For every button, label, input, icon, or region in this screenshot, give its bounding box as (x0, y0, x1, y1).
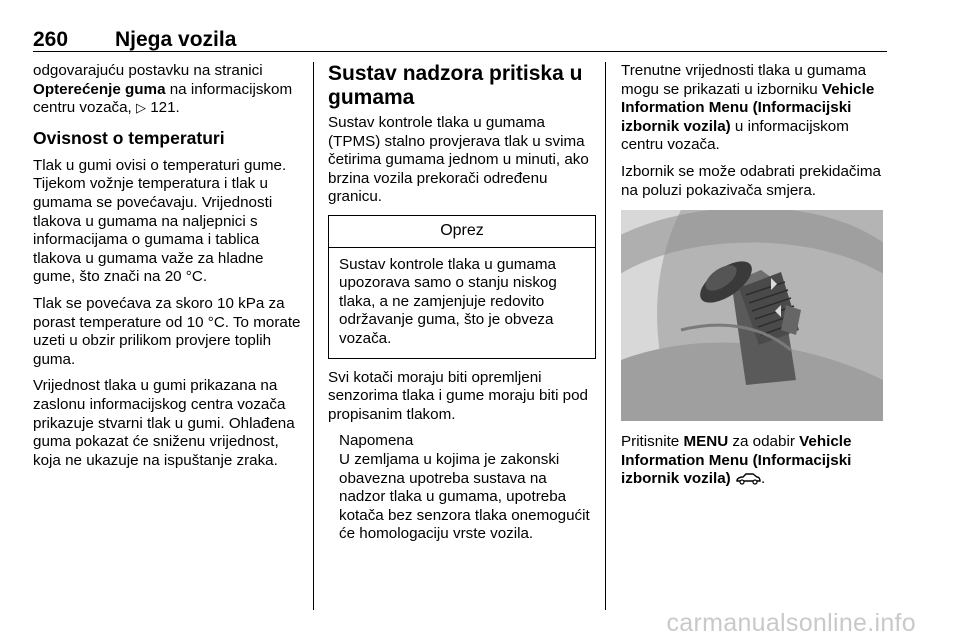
column-divider (313, 62, 314, 610)
intro-paragraph: odgovarajuću postavku na stranici Opterećenje guma na informacijskom centru vozača, ▷ 121. (33, 62, 293, 117)
paragraph: Tlak u gumi ovisi o temperaturi gume. Tijekom vožnje temperatura i tlak u gumama se povećavaju. Vrijednosti tlakova u gumama na naljepnici s informacijama o gumama i tablica tlakova u gumama važe za hladne gume, što znači na 20 °C. (33, 156, 287, 286)
watermark: carmanualsonline.info (666, 609, 916, 637)
paragraph: Izbornik se može odabrati prekidačima na poluzi pokazivača smjera. (621, 162, 881, 199)
note-block (339, 432, 596, 544)
paragraph: Trenutne vrijednosti tlaka u gumama mogu se prikazati u izborniku Vehicle Information Menu (Informacijski izbornik vozila) u informacijskom centru vozača. (621, 62, 875, 154)
paragraph: Vrijednost tlaka u gumi prikazana na zaslonu informacijskog centra vozača prikazuje stvarni tlak u gumi. Ohlađena guma pokazat će sniženu vrijednost, koja ne ukazuje na ispuštanje zraka. (33, 377, 295, 469)
note-text: U zemljama u kojima je zakonski obavezna upotreba sustava na nadzor tlaka u gumama, upotreba kotača bez senzora tlaka onemogućit će homologaciju vrste vozila. (339, 450, 590, 543)
note-title: Napomena (339, 432, 414, 450)
paragraph: Svi kotači moraju biti opremljeni senzorima tlaka i gume moraju biti pod propisanim tlakom. (328, 368, 588, 423)
menu-term: Vehicle Information Menu (Informacijski izbornik vozila) (621, 80, 875, 135)
menu-button-label: MENU (683, 433, 729, 451)
paragraph: Tlak se povećava za skoro 10 kPa za porast temperature od 10 °C. To morate uzeti u obzir prilikom provjere toplih guma. (33, 294, 301, 368)
subheading-temperature: Ovisnost o temperaturi (33, 127, 225, 148)
paragraph: Sustav kontrole tlaka u gumama (TPMS) stalno provjerava tlak u svima četirima gumama jednom u minuti, ako brzina vozila prekorači određenu granicu. (328, 114, 589, 206)
column-right (621, 62, 889, 499)
page-reference[interactable]: 121. (146, 99, 180, 117)
page-number: 260 (33, 28, 69, 51)
header-rule (33, 51, 887, 52)
section-title: Njega vozila (115, 28, 237, 51)
caution-box (328, 215, 596, 359)
indicator-stalk-photo (621, 210, 883, 421)
menu-term: Vehicle Information Menu (Informacijski izbornik vozila) (621, 433, 852, 488)
section-heading-tpms: Sustav nadzora pritiska u gumama (328, 62, 583, 109)
column-left (33, 62, 303, 478)
column-divider (605, 62, 606, 610)
column-middle (328, 62, 596, 544)
menu-term: Opterećenje guma (33, 80, 166, 98)
caution-text: Sustav kontrole tlaka u gumama upozorava samo o stanju niskog tlaka, a ne zamjenjuje redovito održavanje guma, što je obveza vozača. (339, 255, 557, 347)
car-icon (735, 472, 761, 491)
page-reference-icon: ▷ (136, 100, 146, 116)
paragraph: Pritisnite MENU za odabir Vehicle Information Menu (Informacijski izbornik vozila) . (621, 433, 889, 491)
stalk-illustration (621, 210, 883, 421)
caution-title: Oprez (329, 216, 595, 248)
